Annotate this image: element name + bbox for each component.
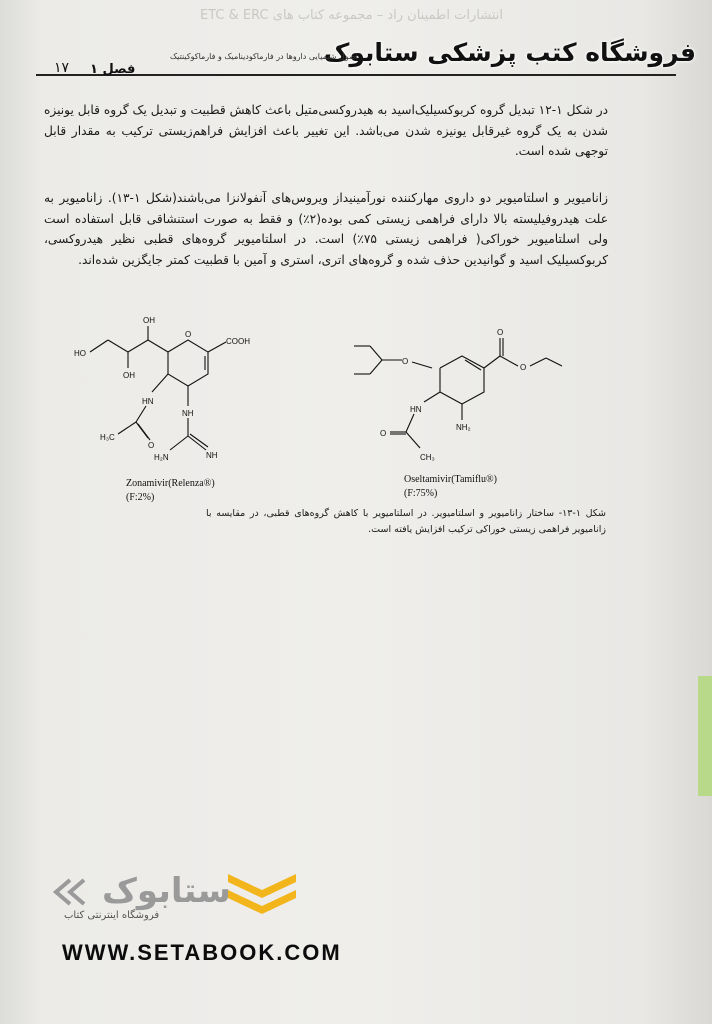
oseltamivir-amide-o: O xyxy=(380,429,387,438)
logo-brand-name: ستابوک xyxy=(102,871,231,911)
oseltamivir-ether-o: O xyxy=(402,357,409,366)
zanamivir-oh-mid: OH xyxy=(123,371,135,380)
oseltamivir-bioavailability: (F:75%) xyxy=(404,488,438,499)
chapter-label: فصل ۱ xyxy=(90,62,136,77)
running-title: اصول شیمیایی داروها در فارماکودینامیک و فارماکوکینتیک xyxy=(170,52,358,61)
zanamivir-bioavailability: (F:2%) xyxy=(126,492,155,503)
paragraph-1: در شکل ۱-۱۲ تبدیل گروه کربوکسیلیک‌اسید به هیدروکسی‌متیل باعث کاهش قطبیت و تبدیل یک گروه قابل یونیزه شدن به یک گروه غیرقابل یونیزه شدن می‌باشد. این تغییر باعث افزایش فراهم‌زیستی ترکیب به مقدار قابل توجهی شده است. xyxy=(44,103,609,158)
zanamivir-cooh: COOH xyxy=(226,337,250,346)
oseltamivir-hn: HN xyxy=(410,405,422,414)
zanamivir-ch3: H₃C xyxy=(100,433,115,442)
zanamivir-nh: NH xyxy=(182,409,194,418)
oseltamivir-nh2: NH₂ xyxy=(456,423,471,432)
zanamivir-structure xyxy=(60,312,290,512)
zanamivir-ho-left: HO xyxy=(74,349,86,358)
zanamivir-carbonyl-o: O xyxy=(148,441,155,450)
logo-tagline: فروشگاه اینترنتی کتاب xyxy=(64,910,160,921)
chapter-side-tab xyxy=(698,676,712,796)
book-stack-icon xyxy=(228,874,296,914)
zanamivir-hn: HN xyxy=(142,397,154,406)
oseltamivir-structure xyxy=(340,322,580,502)
figure-caption: شکل ۱-۱۳- ساختار زانامیویر و اسلتامیویر. در اسلتامیویر با کاهش گروه‌های قطبی، در مقایسه با زانامیویر فراهمی زیستی خوراکی ترکیب افزایش یافته است. xyxy=(206,508,607,535)
store-watermark-title: فروشگاه کتب پزشکی ستابوک xyxy=(323,38,696,67)
logo-url: WWW.SETABOOK.COM xyxy=(62,940,342,965)
zanamivir-ring-o: O xyxy=(185,330,192,339)
zanamivir-h2n: H₂N xyxy=(154,453,169,462)
oseltamivir-ch3: CH₃ xyxy=(420,453,435,462)
page-number: ۱۷ xyxy=(54,60,70,76)
oseltamivir-name: Oseltamivir(Tamiflu®) xyxy=(404,474,497,485)
oseltamivir-ester-o1: O xyxy=(497,328,504,337)
zanamivir-imine: NH xyxy=(206,451,218,460)
oseltamivir-ester-o2: O xyxy=(520,363,527,372)
zanamivir-oh-top: OH xyxy=(143,316,155,325)
zanamivir-name: Zonamivir(Relenza®) xyxy=(126,478,215,489)
paragraph-2: زانامیویر و اسلتامیویر دو داروی مهارکننده نورآمینیداز ویروس‌های آنفولانزا می‌باشند(شکل ۱-۱۳). زانامیویر به علت هیدروفیلیسته بالا دارای فراهمی زیستی کمی بوده(۲٪) و فقط به صورت استنشاقی قابل استفاده است ولی اسلتامیویر خوراکی( فراهمی زیستی ۷۵٪) است. در اسلتامیویر گروه‌های قطبی نظیر هیدروکسی، کربوکسیلیک اسید و گوانیدین حذف شده و گروه‌های اتری، استری و آمین با قطبیت کمتر جایگزین شده‌اند. xyxy=(44,191,609,267)
running-header-ghost: انتشارات اطمینان راد – مجموعه کتاب های ETC & ERC xyxy=(200,8,503,23)
